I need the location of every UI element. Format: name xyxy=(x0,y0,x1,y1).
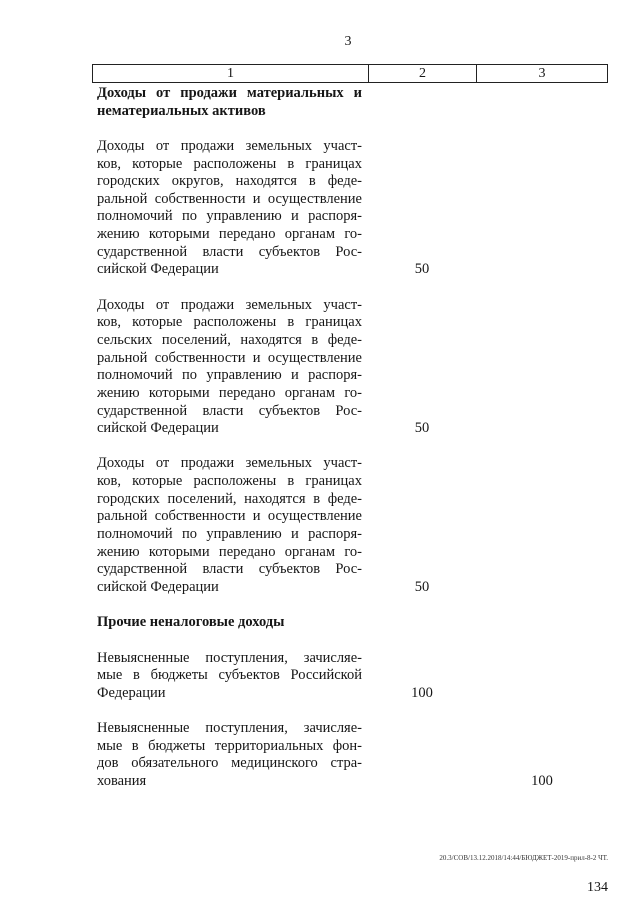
text-line: жению которыми передано органам го- xyxy=(97,543,362,560)
page-number-top: 3 xyxy=(344,34,352,49)
text-line: Доходы от продажи земельных участ- xyxy=(97,296,362,313)
text-line: Невыясненные поступления, зачисляе- xyxy=(97,720,362,737)
text-line: ков, которые расположены в границах xyxy=(97,155,362,172)
text-line: ральной собственности и осуществление xyxy=(97,349,362,366)
description-cell xyxy=(92,720,368,791)
description-cell xyxy=(92,650,368,703)
text-line: дов обязательного медицинского стра- xyxy=(97,755,362,772)
table-row xyxy=(92,720,608,791)
text-line: сударственной власти субъектов Рос- xyxy=(97,402,362,419)
section-heading xyxy=(92,614,368,632)
table-header-row xyxy=(92,64,608,83)
text-line: хования xyxy=(97,772,147,789)
text-line: мые в бюджеты субъектов Российской xyxy=(97,667,362,684)
text-line: ков, которые расположены в границах xyxy=(97,314,362,331)
value-cell-col2: 100 xyxy=(411,684,433,701)
table-row xyxy=(92,650,608,703)
text-line: жению которыми передано органам го- xyxy=(97,226,362,243)
section-heading xyxy=(92,85,368,120)
text-line: сельских поселений, находятся в феде- xyxy=(97,331,362,348)
text-line: городских поселений, находятся в феде- xyxy=(97,490,362,507)
table-body xyxy=(92,85,608,791)
column-header-1: 1 xyxy=(227,66,234,81)
text-line: полномочий по управлению и распоря- xyxy=(97,367,362,384)
text-line: жению которыми передано органам го- xyxy=(97,384,362,401)
text-line: Федерации xyxy=(97,684,166,701)
column-header-3: 3 xyxy=(476,65,607,82)
table-row xyxy=(92,138,608,279)
description-cell xyxy=(92,455,368,596)
table-row xyxy=(92,455,608,596)
text-line: ральной собственности и осуществление xyxy=(97,190,362,207)
page-number-bottom: 134 xyxy=(587,880,608,895)
value-cell-col2: 50 xyxy=(414,261,430,278)
text-line: Невыясненные поступления, зачисляе- xyxy=(97,649,362,666)
value-cell-col3: 100 xyxy=(531,772,553,789)
heading-line: Доходы от продажи материальных и xyxy=(97,85,362,101)
document-code: 20.3/СОВ/13.12.2018/14:44/БЮДЖЕТ-2019-прил-8-2 ЧТ. xyxy=(439,854,608,862)
text-line: сударственной власти субъектов Рос- xyxy=(97,561,362,578)
text-line: сийской Федерации xyxy=(97,578,219,595)
section-heading-row xyxy=(92,614,608,632)
text-line: полномочий по управлению и распоря- xyxy=(97,208,362,225)
column-header-2: 2 xyxy=(368,65,476,82)
value-cell-col2: 50 xyxy=(414,578,430,595)
text-line: Доходы от продажи земельных участ- xyxy=(97,455,362,472)
heading-line: нематериальных активов xyxy=(97,102,266,119)
text-line: сийской Федерации xyxy=(97,420,219,437)
description-cell xyxy=(92,138,368,279)
text-line: ков, которые расположены в границах xyxy=(97,473,362,490)
text-line: сийской Федерации xyxy=(97,261,219,278)
text-line: Доходы от продажи земельных участ- xyxy=(97,137,362,154)
text-line: мые в бюджеты территориальных фон- xyxy=(97,737,362,754)
value-cell-col2: 50 xyxy=(414,420,430,437)
text-line: полномочий по управлению и распоря- xyxy=(97,526,362,543)
text-line: ральной собственности и осуществление xyxy=(97,508,362,525)
heading-line: Прочие неналоговые доходы xyxy=(97,614,285,631)
text-line: городских округов, находятся в феде- xyxy=(97,173,362,190)
text-line: сударственной власти субъектов Рос- xyxy=(97,243,362,260)
description-cell xyxy=(92,297,368,438)
table-row xyxy=(92,297,608,438)
section-heading-row xyxy=(92,85,608,120)
